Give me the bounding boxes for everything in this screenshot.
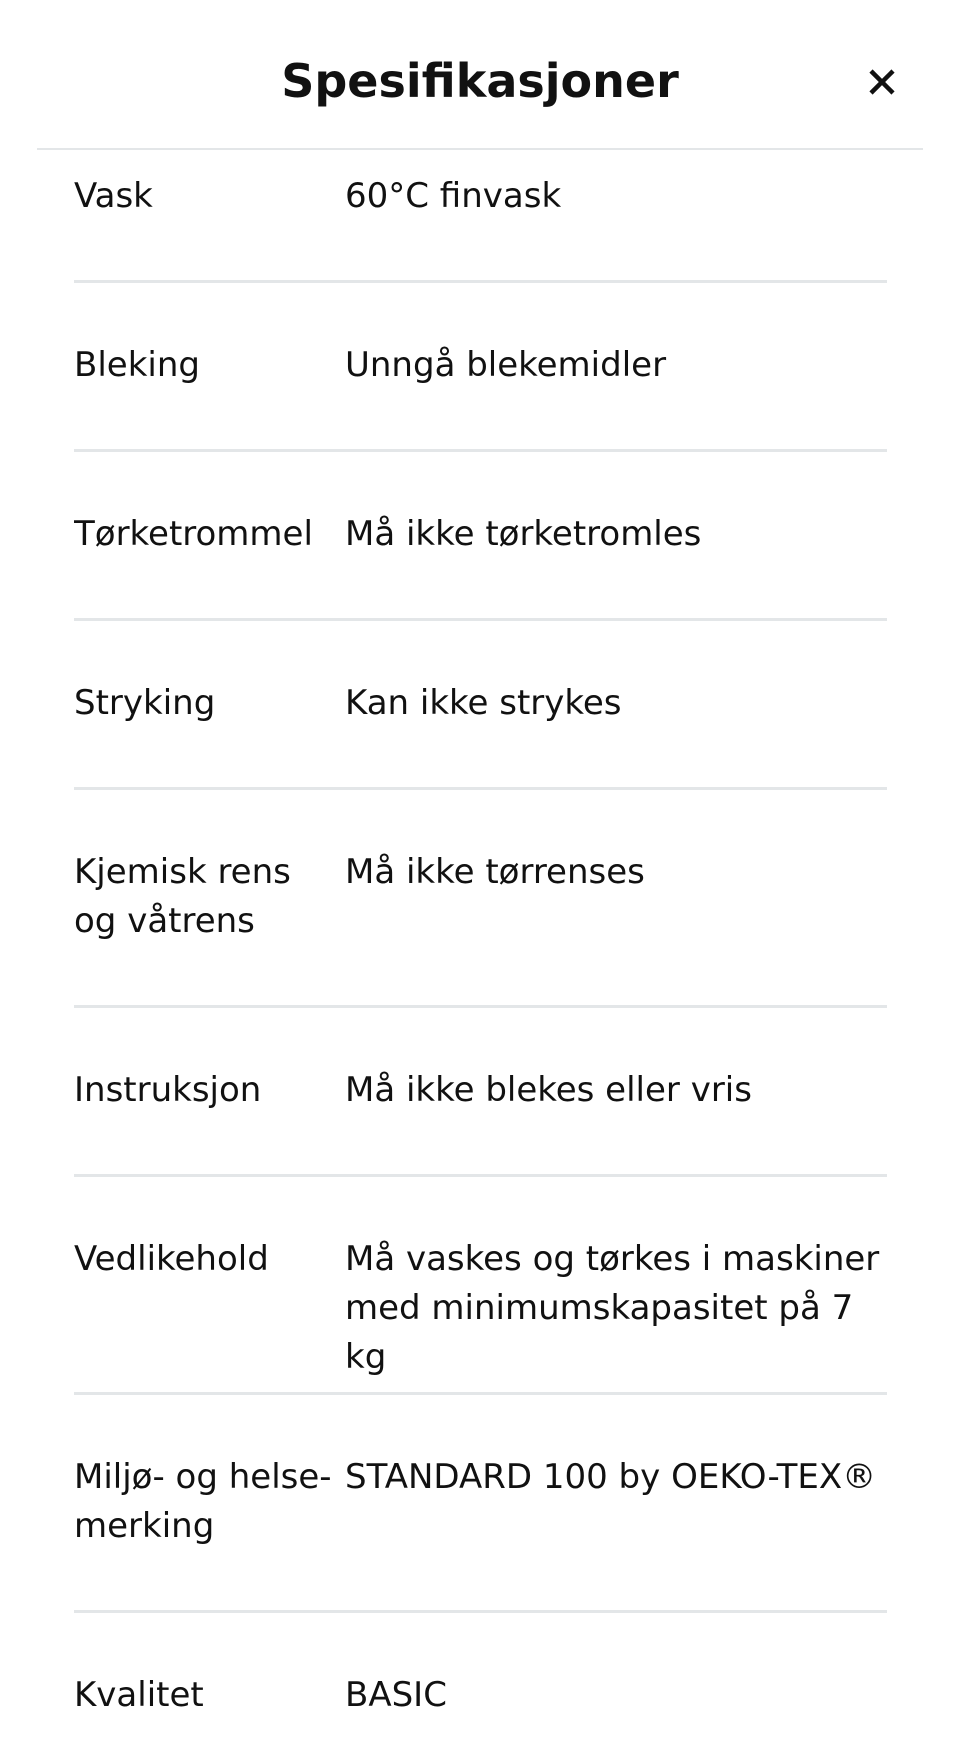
row-divider	[74, 449, 887, 452]
spec-value: Kan ikke strykes	[345, 683, 622, 723]
spec-value: BASIC	[345, 1675, 447, 1715]
spec-value: STANDARD 100 by OEKO-TEX®	[345, 1457, 877, 1497]
row-divider	[74, 787, 887, 790]
spec-value: Må vaskes og tørkes i maskiner med minimumskapasitet på 7 kg	[345, 1239, 880, 1377]
close-button[interactable]	[858, 58, 906, 106]
spec-label: Vask	[74, 176, 153, 216]
spec-value: 60°C finvask	[345, 176, 562, 216]
page-title: Spesifikasjoner	[281, 54, 679, 108]
row-divider	[74, 1610, 887, 1613]
row-divider	[74, 1392, 887, 1395]
row-divider	[74, 1005, 887, 1008]
spec-label: Tørketrommel	[74, 514, 313, 554]
header-divider	[37, 148, 923, 150]
spec-label: Kjemisk rens og våtrens	[74, 852, 291, 941]
spec-list[interactable]	[74, 0, 887, 1743]
spec-value: Må ikke tørrenses	[345, 852, 645, 892]
dialog-header	[0, 0, 960, 150]
spec-label: Kvalitet	[74, 1675, 204, 1715]
row-divider	[74, 280, 887, 283]
spec-label: Instruksjon	[74, 1070, 262, 1110]
spec-value: Må ikke blekes eller vris	[345, 1070, 752, 1110]
spec-value: Unngå blekemidler	[345, 345, 667, 385]
spec-label: Bleking	[74, 345, 200, 385]
spec-label: Miljø- og helse-merking	[74, 1457, 332, 1546]
spec-value: Må ikke tørketromles	[345, 514, 702, 554]
row-divider	[74, 1174, 887, 1177]
spec-label: Vedlikehold	[74, 1239, 269, 1279]
row-divider	[74, 618, 887, 621]
close-icon	[867, 67, 897, 97]
spec-label: Stryking	[74, 683, 216, 723]
